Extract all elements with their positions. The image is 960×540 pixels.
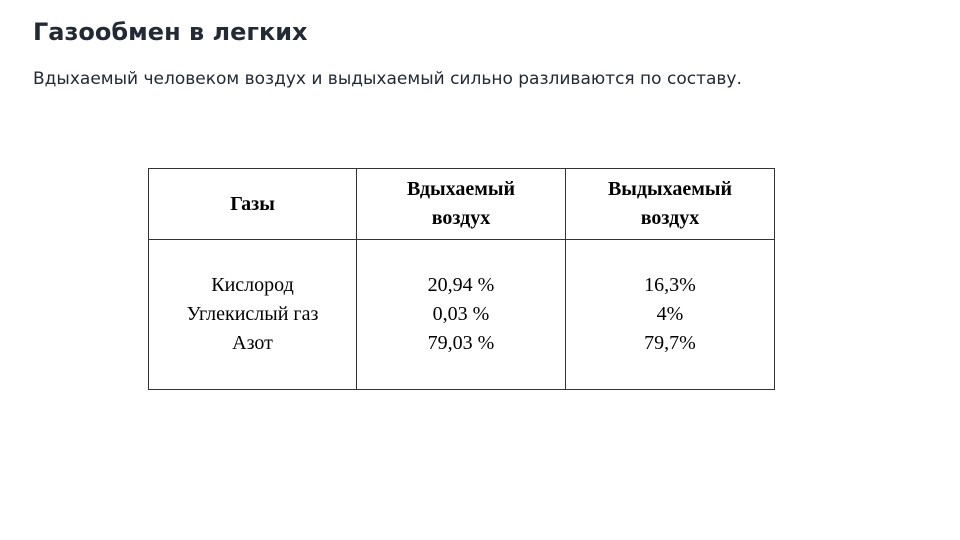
header-exhaled-line-1: Выдыхаемый bbox=[607, 178, 733, 200]
header-gases-label: Газы bbox=[230, 192, 275, 215]
inhaled-nitrogen-value: 79,03 % bbox=[427, 332, 495, 354]
inhaled-oxygen-value: 20,94 % bbox=[427, 274, 495, 296]
gas-composition-table bbox=[148, 168, 775, 390]
table-row bbox=[149, 240, 775, 390]
exhaled-carbon-dioxide-value: 4% bbox=[656, 303, 684, 325]
gas-oxygen: Кислород bbox=[211, 274, 294, 296]
slide-title: Газообмен в легких bbox=[33, 18, 308, 46]
gas-nitrogen: Азот bbox=[232, 332, 273, 354]
gas-carbon-dioxide: Углекислый газ bbox=[186, 303, 319, 325]
header-gases bbox=[149, 169, 357, 240]
exhaled-oxygen-value: 16,3% bbox=[644, 274, 696, 296]
gases-cell bbox=[149, 240, 357, 390]
exhaled-values-cell bbox=[566, 240, 775, 390]
exhaled-nitrogen-value: 79,7% bbox=[644, 332, 696, 354]
header-inhaled-air bbox=[357, 169, 566, 240]
header-inhaled-line-1: Вдыхаемый bbox=[407, 178, 515, 200]
table-header-row bbox=[149, 169, 775, 240]
inhaled-values-cell bbox=[357, 240, 566, 390]
header-inhaled-line-2: воздух bbox=[431, 207, 491, 229]
header-exhaled-line-2: воздух bbox=[640, 207, 700, 229]
inhaled-carbon-dioxide-value: 0,03 % bbox=[432, 303, 490, 325]
header-exhaled-air bbox=[566, 169, 775, 240]
slide-subtitle: Вдыхаемый человеком воздух и выдыхаемый сильно разливаются по составу. bbox=[33, 69, 742, 89]
